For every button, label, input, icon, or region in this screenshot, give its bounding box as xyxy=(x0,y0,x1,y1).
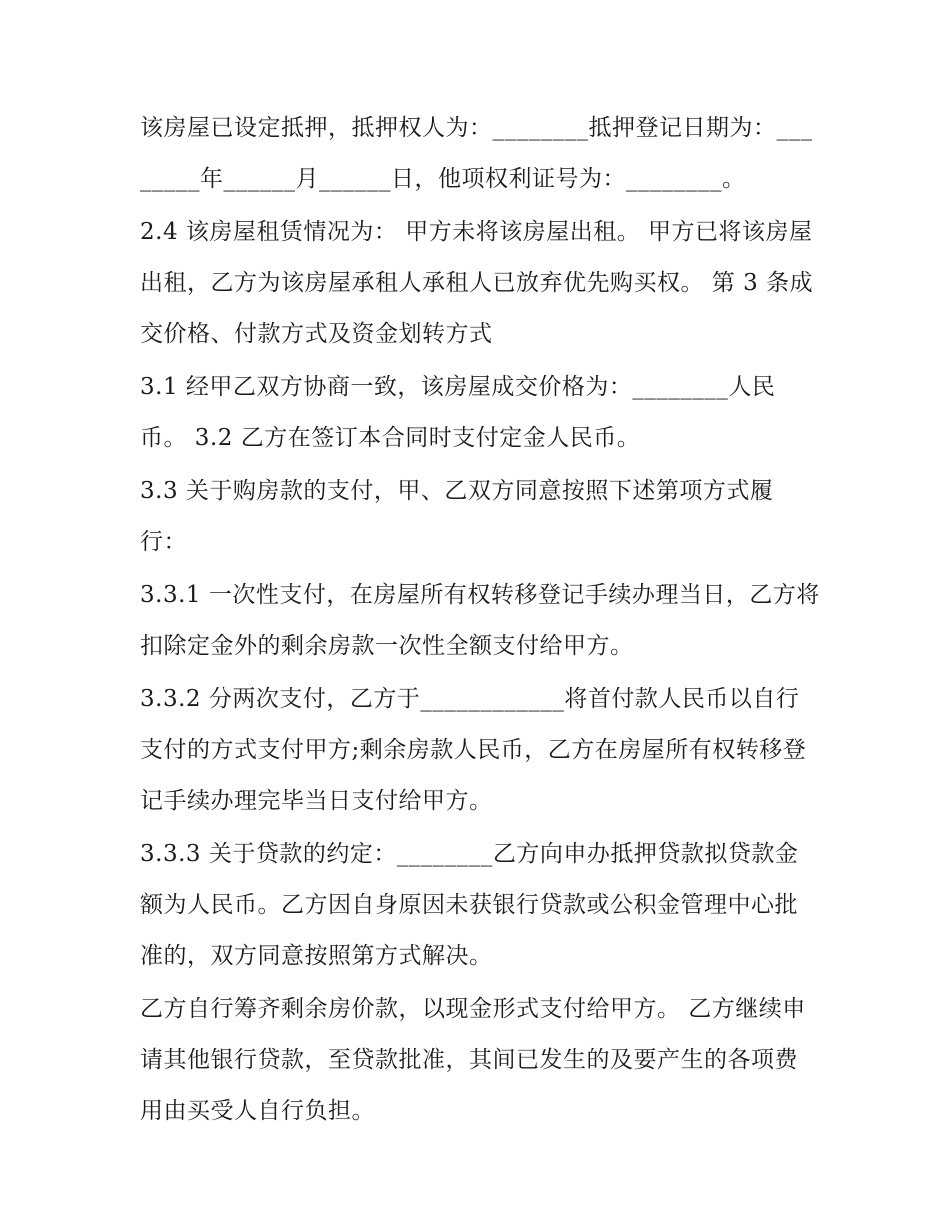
paragraph-remaining-payment: 乙方自行筹齐剩余房价款，以现金形式支付给甲方。 乙方继续申请其他银行贷款，至贷款批准，其间已发生的及要产生的各项费用由买受人自行负担。 xyxy=(140,996,806,1124)
document-page xyxy=(140,103,820,1139)
paragraph-mortgage: 该房屋已设定抵押，抵押权人为：________抵押登记日期为：________年______月______日，他项权利证号为：________。 xyxy=(140,115,813,192)
paragraph-loan: 3.3.3 关于贷款的约定：________乙方向申办抵押贷款拟贷款金额为人民币。乙方因自身原因未获银行贷款或公积金管理中心批准的，双方同意按照第方式解决。 xyxy=(140,841,799,969)
paragraph-payment-method: 3.3 关于购房款的支付，甲、乙双方同意按照下述第项方式履行： xyxy=(140,478,774,555)
paragraph-two-installments: 3.3.2 分两次支付，乙方于____________将首付款人民币以自行支付的方式支付甲方;剩余房款人民币，乙方在房屋所有权转移登记手续办理完毕当日支付给甲方。 xyxy=(140,686,807,814)
paragraph-lease-status: 2.4 该房屋租赁情况为： 甲方未将该房屋出租。 甲方已将该房屋出租，乙方为该房屋承租人承租人已放弃优先购买权。 第 3 条成交价格、付款方式及资金划转方式 xyxy=(140,219,814,347)
paragraph-lump-sum: 3.3.1 一次性支付，在房屋所有权转移登记手续办理当日，乙方将扣除定金外的剩余房款一次性全额支付给甲方。 xyxy=(140,582,820,659)
paragraph-price: 3.1 经甲乙双方协商一致，该房屋成交价格为：________人民币。 3.2 乙方在签订本合同时支付定金人民币。 xyxy=(140,374,776,451)
